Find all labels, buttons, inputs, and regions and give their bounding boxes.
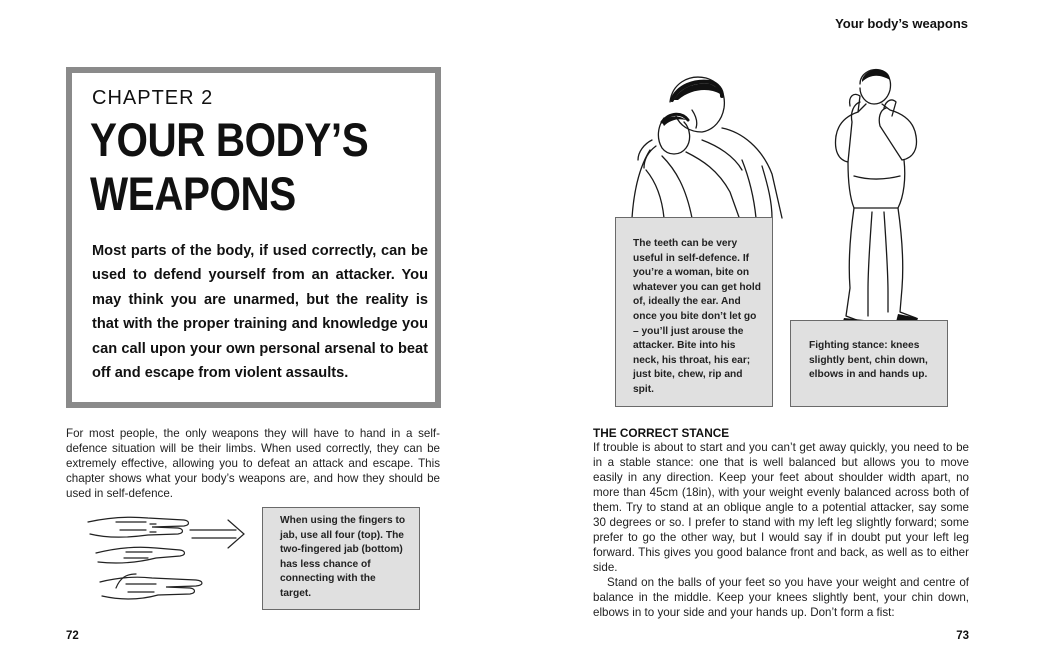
chapter-intro: Most parts of the body, if used correctly, can be used to defend yourself from an attacker. You may think you are unarmed, but the reality is that with the proper training and knowledge you can call upon your own personal arsenal to beat off and escape from violent assaults. <box>92 243 428 382</box>
chapter-title <box>90 113 382 221</box>
running-head: Your body’s weapons <box>835 16 968 31</box>
page-number-left: 72 <box>66 630 79 642</box>
right-body-text <box>593 440 969 620</box>
bite-illustration <box>622 70 792 220</box>
chapter-title-line1: YOUR BODY’S <box>90 113 369 166</box>
page-number-right: 73 <box>956 630 969 642</box>
caption-teeth: The teeth can be very useful in self-defence. If you’re a woman, bite on whatever you can get hold of, ideally the ear. And once you bite don’t let go – you’ll just arouse the attacker. Bite into his neck, his throat, his ear; just bite, chew, rip and spit. <box>615 217 773 407</box>
chapter-label: CHAPTER 2 <box>92 87 214 109</box>
section-heading: THE CORRECT STANCE <box>593 426 730 440</box>
chapter-title-line2: WEAPONS <box>90 167 296 220</box>
right-paragraph-2: Stand on the balls of your feet so you have your weight and centre of balance in the middle. Keep your knees slightly bent, your chin down, elbows in to your side and your hands up. Don’t form a fist: <box>593 576 969 619</box>
finger-jab-illustration <box>86 508 246 608</box>
chapter-box <box>66 67 441 408</box>
right-paragraph-1: If trouble is about to start and you can’t get away quickly, you need to be in a stable stance: one that is well balanced but allows you to move easily in any direction. Keep your feet about shoulder width apart, no more than 45cm (18in), with your weight evenly balanced across both of them. Try to stand at an oblique angle to a potential attacker, say some 30 degrees or so. I prefer to stand with my left leg slightly forward; some prefer to go the other way, but I would say if in doubt put your left leg forward. This gives you good balance front and back, as well as to either side. <box>593 441 969 574</box>
caption-fingers: When using the fingers to jab, use all four (top). The two-fingered jab (bottom) has less chance of connecting with the target. <box>262 507 420 610</box>
fighting-stance-illustration <box>828 66 938 336</box>
left-body-text: For most people, the only weapons they will have to hand in a self-defence situation will be their limbs. When used correctly, they can be extremely effective, allowing you to defeat an attack and escape. This chapter shows what your body’s weapons are, and how they should be used in self-defence. <box>66 427 440 500</box>
caption-stance: Fighting stance: knees slightly bent, chin down, elbows in and hands up. <box>790 320 948 407</box>
